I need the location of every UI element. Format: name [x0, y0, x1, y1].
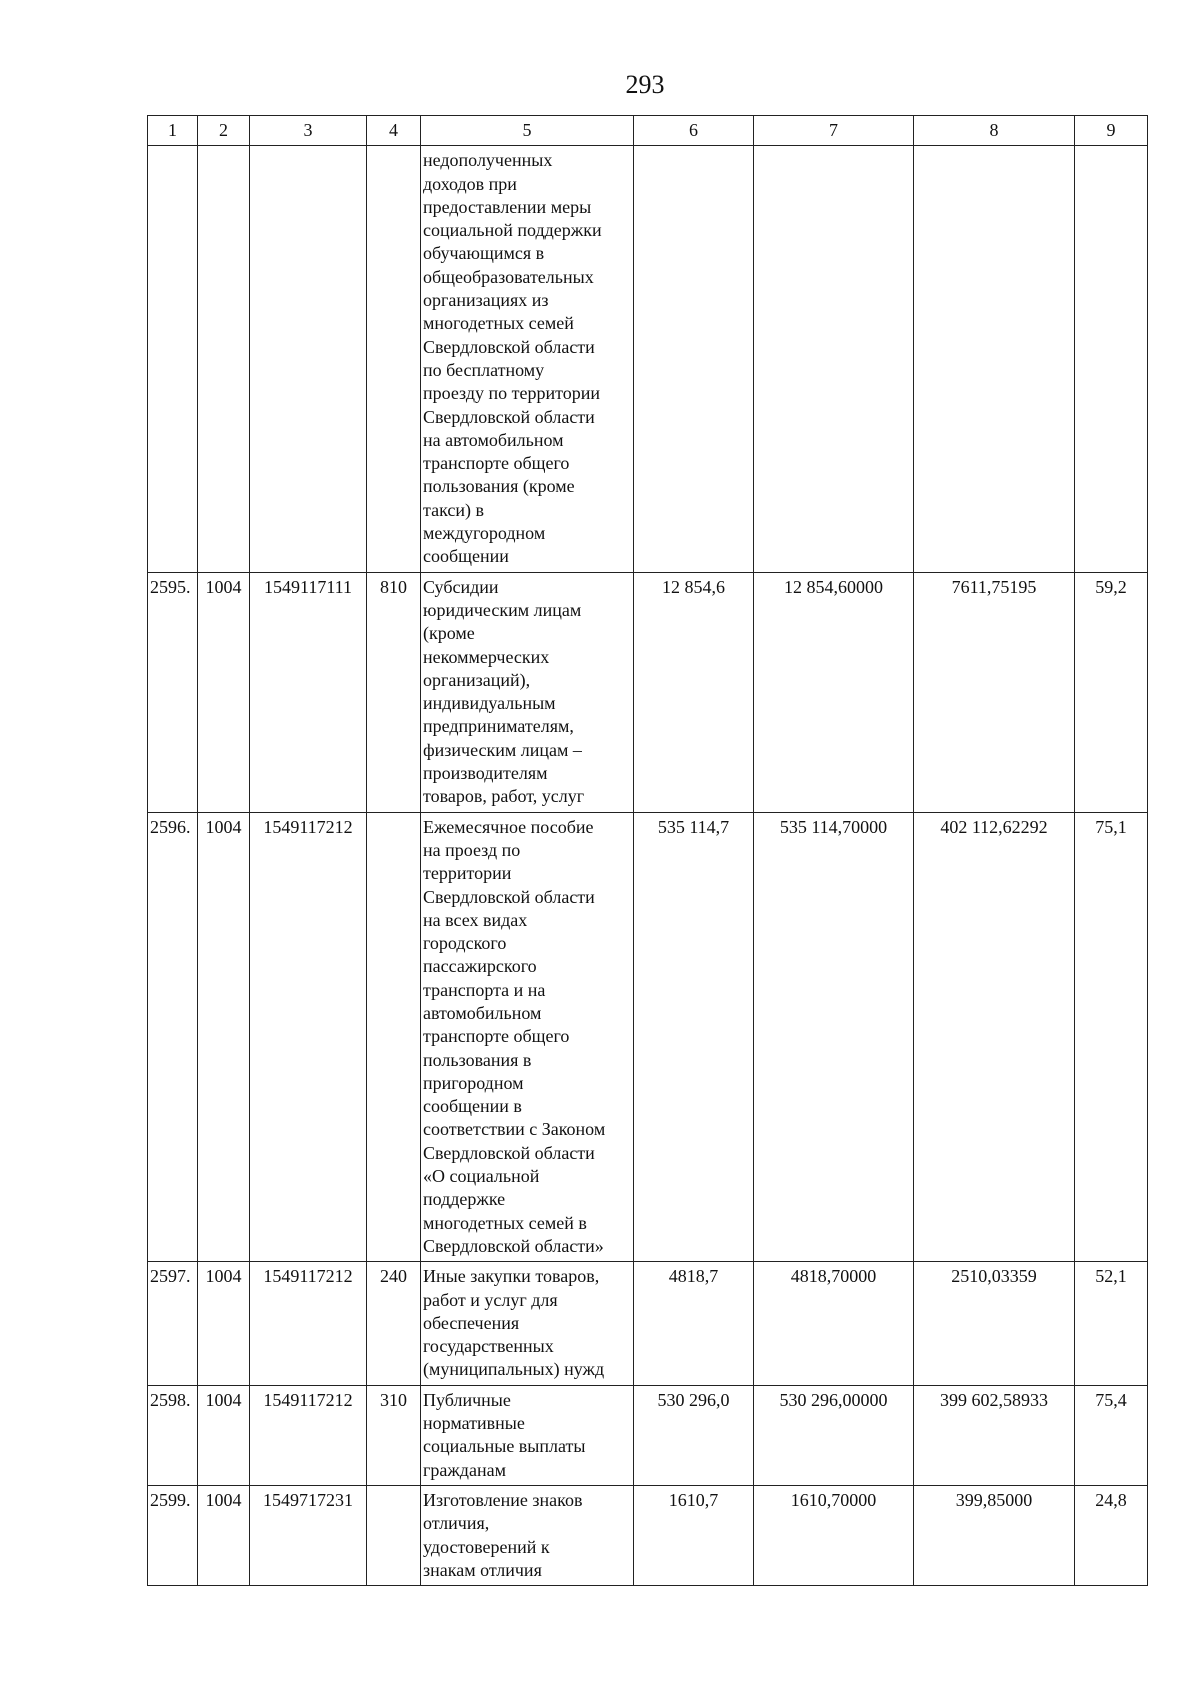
- table-row: [148, 572, 1148, 812]
- expense-kind-cell: 240: [367, 1262, 421, 1385]
- description-line: (муниципальных) нужд: [423, 1359, 605, 1380]
- description-line: социальные выплаты: [423, 1436, 586, 1457]
- description-line: пользования (кроме: [423, 476, 575, 497]
- section-cell: 1004: [198, 1385, 250, 1485]
- expense-kind-cell: 810: [367, 572, 421, 812]
- description-line: поддержке: [423, 1189, 506, 1210]
- description-line: общеобразовательных: [423, 266, 594, 287]
- expense-kind-cell: [367, 146, 421, 572]
- description-line: многодетных семей: [423, 313, 574, 334]
- description-line: проезду по территории: [423, 383, 601, 404]
- description-line: государственных: [423, 1336, 554, 1357]
- target-article-cell: [250, 146, 367, 572]
- target-article-cell: 1549717231: [250, 1485, 367, 1585]
- target-article-cell: 1549117111: [250, 572, 367, 812]
- row-number-cell: 2598.: [148, 1385, 198, 1485]
- col9-cell: 75,4: [1075, 1385, 1148, 1485]
- header-cell: 2: [198, 116, 250, 146]
- row-number-cell: 2597.: [148, 1262, 198, 1385]
- row-number-cell: 2595.: [148, 572, 198, 812]
- page-number: 293: [625, 70, 665, 99]
- table-row: [148, 1485, 1148, 1585]
- section-cell: 1004: [198, 812, 250, 1262]
- header-cell: 8: [914, 116, 1075, 146]
- description-line: товаров, работ, услуг: [423, 786, 585, 807]
- description-cell: [421, 1385, 634, 1485]
- description-line: Субсидии: [423, 576, 499, 597]
- table-row: [148, 812, 1148, 1262]
- target-article-cell: 1549117212: [250, 812, 367, 1262]
- col7-cell: 1610,70000: [754, 1485, 914, 1585]
- section-cell: [198, 146, 250, 572]
- description-line: индивидуальным: [423, 693, 556, 714]
- description-line: на всех видах: [423, 909, 528, 930]
- description-line: (кроме: [423, 623, 475, 644]
- section-cell: 1004: [198, 1262, 250, 1385]
- col8-cell: 402 112,62292: [914, 812, 1075, 1262]
- row-number-cell: 2596.: [148, 812, 198, 1262]
- description-line: пользования в: [423, 1049, 532, 1070]
- col8-cell: 2510,03359: [914, 1262, 1075, 1385]
- description-line: междугородном: [423, 523, 546, 544]
- col8-cell: 399 602,58933: [914, 1385, 1075, 1485]
- description-line: территории: [423, 863, 512, 884]
- table-row-continuation: [148, 146, 1148, 572]
- description-line: автомобильном: [423, 1002, 542, 1023]
- col9-cell: 24,8: [1075, 1485, 1148, 1585]
- col9-cell: [1075, 146, 1148, 572]
- col8-cell: 399,85000: [914, 1485, 1075, 1585]
- col6-cell: 535 114,7: [634, 812, 754, 1262]
- header-cell: 9: [1075, 116, 1148, 146]
- description-line: сообщении в: [423, 1096, 522, 1117]
- header-cell: 7: [754, 116, 914, 146]
- description-line: многодетных семей в: [423, 1212, 587, 1233]
- description-line: на автомобильном: [423, 429, 564, 450]
- col7-cell: [754, 146, 914, 572]
- header-cell: 5: [421, 116, 634, 146]
- description-line: Свердловской области: [423, 336, 595, 357]
- col8-cell: [914, 146, 1075, 572]
- description-line: «О социальной: [423, 1166, 540, 1187]
- description-line: Ежемесячное пособие: [423, 816, 594, 837]
- description-line: транспорта и на: [423, 979, 546, 1000]
- description-cell: [421, 812, 634, 1262]
- description-line: работ и услуг для: [423, 1289, 558, 1310]
- section-cell: 1004: [198, 1485, 250, 1585]
- col9-cell: 59,2: [1075, 572, 1148, 812]
- description-line: организаций),: [423, 669, 531, 690]
- description-line: городского: [423, 933, 507, 954]
- description-line: юридическим лицам: [423, 599, 582, 620]
- description-line: Свердловской области: [423, 886, 595, 907]
- description-cell: [421, 1262, 634, 1385]
- description-line: Изготовление знаков: [423, 1489, 583, 1510]
- description-line: пассажирского: [423, 956, 537, 977]
- col6-cell: 530 296,0: [634, 1385, 754, 1485]
- description-line: Свердловской области: [423, 406, 595, 427]
- col9-cell: 75,1: [1075, 812, 1148, 1262]
- row-number-cell: [148, 146, 198, 572]
- description-line: некоммерческих: [423, 646, 550, 667]
- description-line: транспорте общего: [423, 453, 570, 474]
- description-line: обеспечения: [423, 1312, 520, 1333]
- expense-kind-cell: [367, 812, 421, 1262]
- col6-cell: 4818,7: [634, 1262, 754, 1385]
- description-cell: [421, 146, 634, 572]
- description-line: такси) в: [423, 499, 484, 520]
- header-cell: 4: [367, 116, 421, 146]
- col6-cell: [634, 146, 754, 572]
- col8-cell: 7611,75195: [914, 572, 1075, 812]
- description-line: транспорте общего: [423, 1026, 570, 1047]
- header-cell: 1: [148, 116, 198, 146]
- description-line: социальной поддержки: [423, 220, 602, 241]
- col7-cell: 4818,70000: [754, 1262, 914, 1385]
- description-line: организациях из: [423, 290, 549, 311]
- description-line: Свердловской области: [423, 1142, 595, 1163]
- description-line: Публичные: [423, 1389, 511, 1410]
- col7-cell: 12 854,60000: [754, 572, 914, 812]
- description-line: знакам отличия: [423, 1559, 542, 1580]
- col6-cell: 1610,7: [634, 1485, 754, 1585]
- description-line: гражданам: [423, 1459, 506, 1480]
- description-line: пригородном: [423, 1072, 524, 1093]
- description-line: на проезд по: [423, 839, 521, 860]
- description-line: обучающимся в: [423, 243, 545, 264]
- description-line: недополученных: [423, 150, 553, 171]
- description-line: отличия,: [423, 1513, 490, 1534]
- description-cell: [421, 572, 634, 812]
- expense-kind-cell: [367, 1485, 421, 1585]
- budget-table: [147, 115, 1148, 1586]
- col6-cell: 12 854,6: [634, 572, 754, 812]
- header-cell: 6: [634, 116, 754, 146]
- table-row: [148, 1385, 1148, 1485]
- description-line: производителям: [423, 763, 548, 784]
- header-cell: 3: [250, 116, 367, 146]
- description-line: соответствии с Законом: [423, 1119, 606, 1140]
- description-line: Свердловской области»: [423, 1235, 604, 1256]
- target-article-cell: 1549117212: [250, 1262, 367, 1385]
- table-row: [148, 1262, 1148, 1385]
- description-line: нормативные: [423, 1413, 525, 1434]
- col7-cell: 535 114,70000: [754, 812, 914, 1262]
- description-line: по бесплатному: [423, 359, 545, 380]
- description-line: удостоверений к: [423, 1536, 550, 1557]
- description-cell: [421, 1485, 634, 1585]
- description-line: Иные закупки товаров,: [423, 1266, 600, 1287]
- description-line: предпринимателям,: [423, 716, 574, 737]
- description-line: предоставлении меры: [423, 196, 592, 217]
- description-line: сообщении: [423, 546, 509, 567]
- expense-kind-cell: 310: [367, 1385, 421, 1485]
- col9-cell: 52,1: [1075, 1262, 1148, 1385]
- description-line: физическим лицам –: [423, 739, 582, 760]
- description-line: доходов при: [423, 173, 517, 194]
- row-number-cell: 2599.: [148, 1485, 198, 1585]
- header-row: [148, 116, 1148, 146]
- col7-cell: 530 296,00000: [754, 1385, 914, 1485]
- section-cell: 1004: [198, 572, 250, 812]
- target-article-cell: 1549117212: [250, 1385, 367, 1485]
